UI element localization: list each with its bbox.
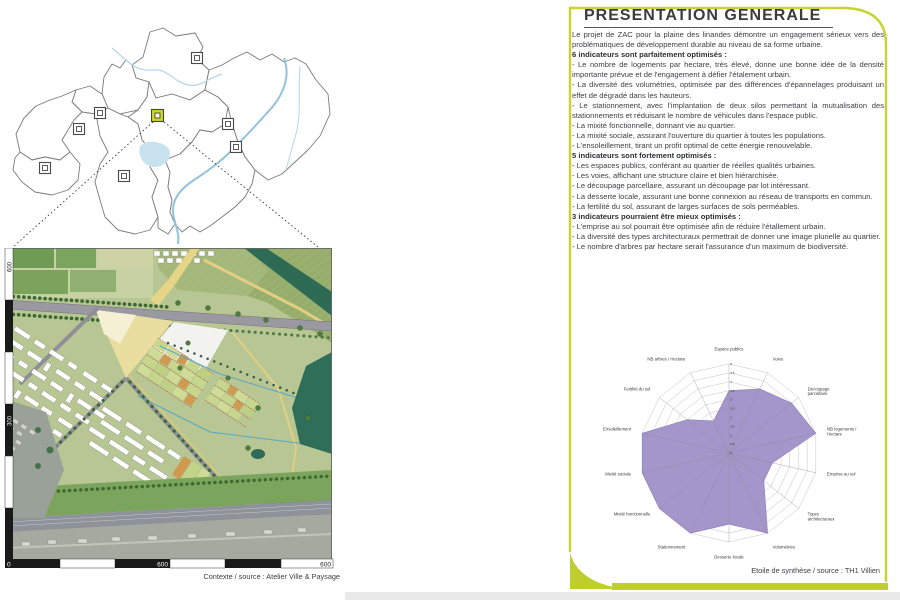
radar-chart	[595, 345, 885, 575]
bullet-item: - La mixité sociale, assurant l'ouverture du quartier à toutes les populations.	[572, 130, 826, 140]
bullet-item: - Le stationnement, avec l'implantation de deux silos permettant la mutualisation des stationnements et réduisant le nombre de véhicules dans l'espace public.	[572, 100, 884, 120]
svg-text:Voies: Voies	[772, 356, 784, 362]
svg-text:2: 2	[730, 415, 732, 420]
panel-body	[572, 30, 884, 252]
bullet-item: - Le nombre de logements par hectare, très élevé, donne une bonne idée de la densité importante prévue et de l'engagement à défier l'étalement urbain.	[572, 60, 884, 80]
svg-text:Decoupageparcellaire: Decoupage parcellaire	[807, 386, 830, 397]
svg-text:4: 4	[730, 379, 732, 384]
bullet-item: - La diversité des volumétries, optimisée par des différences d'épannelages produisant un effet de dégradé dans les hauteurs.	[572, 80, 884, 100]
vscale-600-label: 600	[7, 261, 14, 272]
context-map	[0, 2, 360, 248]
svg-text:Fertilité du sol: Fertilité du sol	[623, 386, 651, 392]
horizontal-scale-bar	[4, 558, 334, 570]
hscale-0-label: 0	[7, 561, 11, 569]
svg-text:4,5: 4,5	[730, 371, 735, 375]
svg-text:0: 0	[730, 451, 732, 456]
svg-text:1,5: 1,5	[730, 424, 735, 429]
hscale-end-label: 600	[320, 561, 331, 569]
title-underline	[584, 27, 833, 28]
bullet-item: - Les espaces publics, conférant au quartier de réelles qualités urbaines.	[572, 161, 816, 171]
section-heading: 3 indicateurs pourraient être mieux optimisés :	[572, 211, 741, 221]
intro-paragraph: Le projet de ZAC pour la plaine des linandes démontre un engagement sérieux vers des problématiques de développement durable au niveau de sa forme urbaine.	[572, 30, 884, 50]
radar-chart-caption: Etoile de synthèse / source : TH1 Villien	[751, 566, 880, 575]
svg-text:Volumétries: Volumétries	[772, 544, 796, 550]
bullet-item: - La desserte locale, assurant une bonne connexion au réseau de transports en commun.	[572, 191, 873, 201]
vscale-300-label: 300	[7, 415, 14, 426]
bullet-item: - L'emprise au sol pourrait être optimisée afin de réduire l'étallement urbain.	[572, 221, 826, 231]
svg-text:0,5: 0,5	[730, 442, 735, 447]
svg-text:Stationnement: Stationnement	[657, 544, 686, 550]
bullet-item: - Le nombre d'arbres par hectare serait l'assurance d'un maximum de biodiversité.	[572, 241, 849, 251]
section-heading: 5 indicateurs sont fortement optimisés :	[572, 151, 717, 161]
bullet-item: - La fertilité du sol, assurant de larges surfaces de sols perméables.	[572, 201, 800, 211]
commune-outlines	[13, 28, 330, 234]
context-caption: Contexte / source : Atelier Ville & Paysage	[203, 572, 340, 581]
bullet-item: - La diversité des types architecturaux permettrait de donner une image plurielle au quartier.	[572, 231, 881, 241]
vertical-scale-bar	[4, 248, 16, 560]
svg-text:Mixité fonctionnelle: Mixité fonctionnelle	[613, 511, 651, 517]
map-marker-highlight	[152, 110, 164, 122]
svg-text:5: 5	[730, 362, 732, 367]
page-edge-shadow	[345, 592, 900, 600]
bullet-item: - Le découpage parcellaire, assurant un découpage par lot intéressant.	[572, 181, 811, 191]
svg-text:Desserte locale: Desserte locale	[714, 554, 744, 560]
svg-text:3: 3	[730, 397, 732, 402]
hscale-mid-label: 600	[157, 561, 168, 569]
panel-title: PRESENTATION GENERALE	[584, 7, 822, 24]
masterplan-image	[8, 248, 332, 560]
svg-text:Ensoleillement: Ensoleillement	[603, 426, 631, 432]
bullet-item: - La mixité fonctionnelle, donnant vie au quartier.	[572, 120, 736, 130]
svg-text:Emprise au sol: Emprise au sol	[827, 471, 856, 477]
svg-text:Mixité sociale: Mixité sociale	[605, 471, 631, 477]
svg-text:Typesarchitecturaux: Types architecturaux	[807, 511, 835, 522]
bullet-item: - Les voies, affichant une structure claire et bien hiérarchisée.	[572, 171, 779, 181]
svg-text:NB arbres / Hectare: NB arbres / Hectare	[647, 356, 686, 362]
svg-text:Espace publics: Espace publics	[714, 346, 744, 352]
section-heading: 6 indicateurs sont parfaitement optimisés :	[572, 50, 727, 60]
svg-text:NB logements /Hectare: NB logements / Hectare	[827, 426, 857, 437]
svg-text:2,5: 2,5	[730, 406, 735, 411]
svg-text:1: 1	[730, 433, 732, 438]
svg-text:3,5: 3,5	[730, 388, 735, 393]
bullet-item: - L'ensoleillement, tirant un profit optimal de cette énergie renouvelable.	[572, 141, 813, 151]
